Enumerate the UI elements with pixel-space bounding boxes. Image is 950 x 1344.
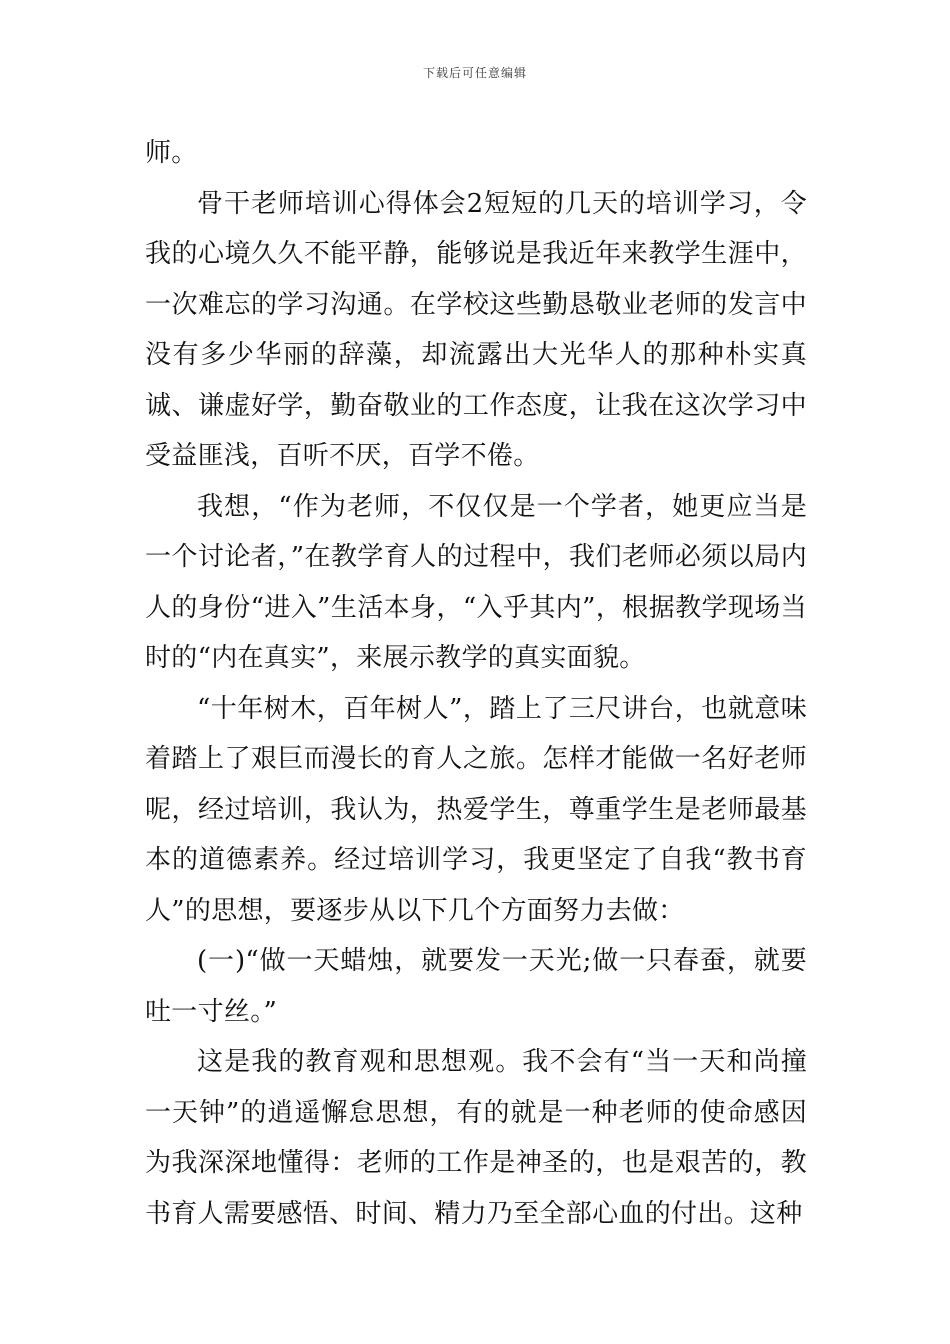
paragraph-education-journey: “十年树木，百年树人”，踏上了三尺讲台，也就意味着踏上了艰巨而漫长的育人之旅。怎样才能做一名好老师呢，经过培训，我认为，热爱学生，尊重学生是老师最基本的道德素养。经过培训学习，我更坚定了自我“教书育人”的思想，要逐步从以下几个方面努力去做： (145, 693, 807, 926)
paragraph-point-one: (一)“做一天蜡烛，就要发一天光;做一只春蚕，就要吐一寸丝。” (145, 946, 807, 1027)
page-header-note: 下载后可任意编辑 (422, 66, 527, 80)
paragraph-continuation: 师。 (145, 138, 198, 168)
document-body (145, 128, 807, 1239)
paragraph-teacher-researcher: 我想，“作为老师，不仅仅是一个学者，她更应当是一个讨论者，”在教学育人的过程中，我们老师必须以局内人的身份“进入”生活本身，“入乎其内”，根据教学现场当时的“内在真实”，来展示教学的真实面貌。 (145, 491, 807, 673)
paragraph-training-intro: 骨干老师培训心得体会2短短的几天的培训学习，令我的心境久久不能平静，能够说是我近年来教学生涯中，一次难忘的学习沟通。在学校这些勤恳敬业老师的发言中没有多少华丽的辞藻，却流露出大光华人的那种朴实真诚、谦虚好学，勤奋敬业的工作态度，让我在这次学习中受益匪浅，百听不厌，百学不倦。 (145, 188, 807, 471)
paragraph-education-view: 这是我的教育观和思想观。我不会有“当一天和尚撞一天钟”的逍遥懈怠思想，有的就是一种老师的使命感因为我深深地懂得：老师的工作是神圣的，也是艰苦的，教书育人需要感悟、时间、精力乃至全部心血的付出。这种 (145, 1047, 807, 1229)
